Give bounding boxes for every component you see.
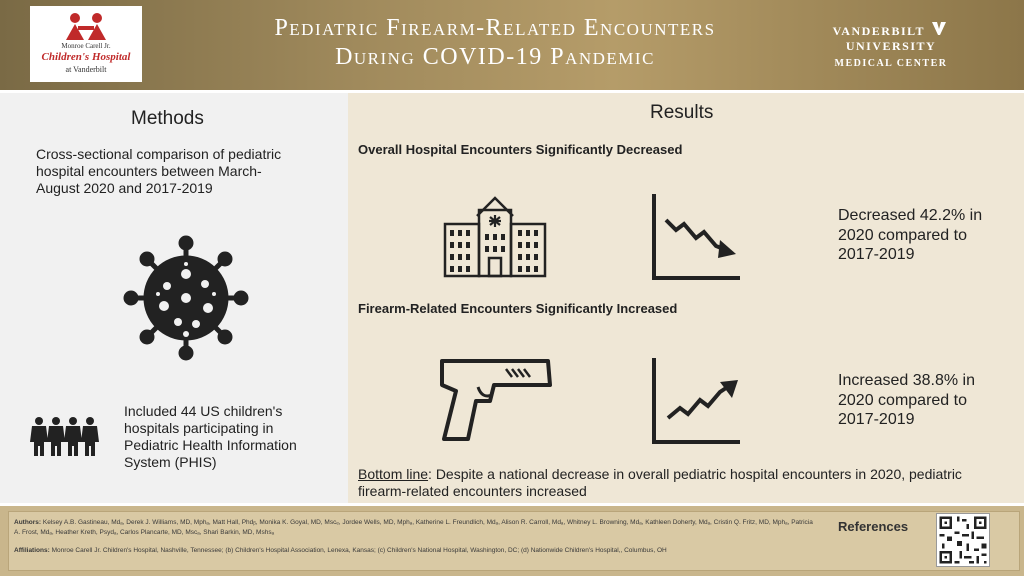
logo-line3: at Vanderbilt <box>65 65 107 74</box>
increase-chart-icon <box>650 356 742 446</box>
authors-text: Kelsey A.B. Gastineau, Mdₐ, Derek J. Williams, MD, Mphₐ, Matt Hall, Phdᵦ, Monika K. Goyal, MD, Mscₑ, Jordee Wells, MD, Mphₐ, Katherine L. Freundlich, Mdₐ, Alison R. Carroll, Mdₐ, Whitney L. Browning, Mdₐ, Kathleen Doherty, Mdₐ, Cristin Q. Fritz, MD, Mphₐ, Patricia A. Frost, Mdₐ, Heather Kreth, Psydₐ, Carlos Plancarte, MD, Mscₐ, Shari Barkin, MD, Mshsₐ <box>14 519 813 536</box>
hospital-logo <box>30 6 142 82</box>
results-stat-1: Decreased 42.2% in 2020 compared to 2017-2019 <box>838 207 983 263</box>
vumc-right-text: UNIVERSITY <box>845 39 937 53</box>
authors-label: Authors: <box>14 519 42 526</box>
vanderbilt-v-icon <box>932 22 946 35</box>
vumc-left-text: VANDERBILT <box>832 24 925 38</box>
affiliations-label: Affiliations: <box>14 547 50 554</box>
bottom-line-text: : Despite a national decrease in overall pediatric hospital encounters in 2020, pediatric firearm-related encounters increased <box>358 466 962 499</box>
authors <box>14 518 814 538</box>
title-line1: Pediatric Firearm-Related Encounters <box>274 15 716 41</box>
results-title: Results <box>650 102 714 123</box>
results-subtitle-1: Overall Hospital Encounters Significantly Decreased <box>358 142 683 157</box>
qr-code-icon[interactable] <box>936 513 990 567</box>
bottom-line-label: Bottom line <box>358 466 429 482</box>
title-line2: During COVID-19 Pandemic <box>335 44 655 70</box>
decrease-chart-icon <box>650 192 742 282</box>
hospital-icon <box>443 192 547 278</box>
children-group-icon <box>30 416 100 456</box>
methods-text-1: Cross-sectional comparison of pediatric hospital encounters between March-August 2020 and 2017-2019 <box>36 146 282 196</box>
children-logo-icon <box>64 12 108 42</box>
methods-title: Methods <box>131 108 204 129</box>
vumc-logo <box>798 22 984 69</box>
methods-text-2: Included 44 US children's hospitals participating in Pediatric Health Information System (PHIS) <box>124 403 297 470</box>
affiliations <box>14 547 814 554</box>
affiliations-text: Monroe Carell Jr. Children's Hospital, Nashville, Tennessee; (b) Children's Hospital Association, Lenexa, Kansas; (c) Children's National Hospital, Washington, DC; (d) Nationwide Children's Hospital,, Columbus, OH <box>51 547 667 554</box>
logo-line2: Children's Hospital <box>41 51 131 63</box>
vumc-bottom-text: MEDICAL CENTER <box>834 58 948 69</box>
logo-line1: Monroe Carell Jr. <box>61 42 111 50</box>
results-subtitle-2: Firearm-Related Encounters Significantly Increased <box>358 301 678 316</box>
bottom-line <box>358 466 1008 500</box>
results-stat-2: Increased 38.8% in 2020 compared to 2017-2019 <box>838 372 975 428</box>
page-title <box>190 14 800 72</box>
handgun-icon <box>438 355 552 443</box>
references-label: References <box>838 519 909 534</box>
virus-icon <box>122 234 250 362</box>
